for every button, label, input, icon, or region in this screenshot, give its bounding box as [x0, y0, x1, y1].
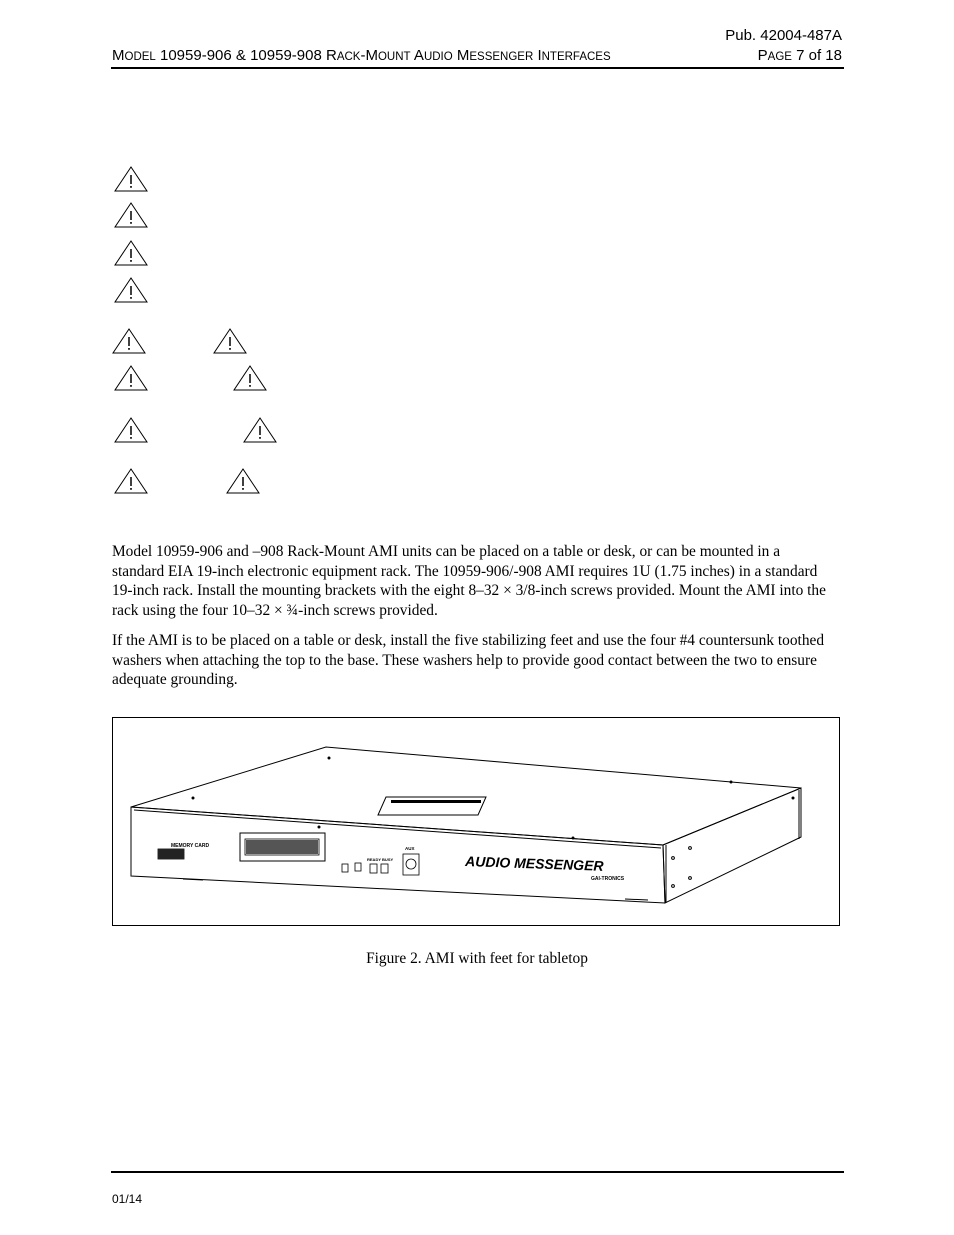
memory-card-label: MEMORY CARD: [171, 843, 210, 849]
mounting-paragraph: Model 10959-906 and –908 Rack-Mount AMI units can be placed on a table or desk, or can be mounted in a standard EIA 19-inch electronic equipment rack. The 10959-906/-908 AMI requires 1U (1.75 inches) in a standard 19-inch rack. Install the mounting brackets with the eight 8–32 × 3/8-inch screws provided. Mount the AMI into the rack using the four 10–32 × ¾-inch screws provided.: [112, 543, 826, 619]
title-seg: ESSENGER: [469, 51, 534, 63]
title-seg: -M: [360, 47, 378, 64]
warning-triangle-icon: [212, 327, 248, 355]
title-seg: NTERFACES: [541, 51, 611, 63]
tabletop-paragraph: If the AMI is to be placed on a table or desk, install the five stabilizing feet and use the four #4 countersunk toothed washers when attaching the top to the base. These washers help to provide good contact between the two to ensure adequate grounding.: [112, 632, 825, 689]
warning-triangle-icon: [242, 416, 278, 444]
warning-triangle-icon: [113, 416, 149, 444]
title-seg: UDIO: [423, 51, 453, 63]
page-seg: P: [757, 47, 768, 64]
title-seg: ACK: [336, 51, 361, 63]
footer-date: 01/14: [112, 1192, 143, 1206]
title-seg: ODEL: [124, 51, 156, 63]
warning-triangle-icon: [113, 467, 149, 495]
title-seg: OUNT: [377, 51, 411, 63]
title-seg: 10959-906 & 10959-908: [155, 47, 326, 64]
title-seg: I: [533, 47, 542, 64]
warning-triangle-icon: [225, 467, 261, 495]
brand-logo: AUDIO MESSENGER: [464, 853, 604, 874]
warning-triangle-icon: [113, 239, 149, 267]
publication-number: Pub. 42004-487A: [725, 27, 842, 44]
warning-triangle-icon: [113, 165, 149, 193]
maker-label: GAI-TRONICS: [591, 876, 625, 882]
aux-label: AUX: [405, 846, 415, 851]
footer-rule: [111, 1171, 844, 1173]
page-seg: AGE: [767, 51, 792, 63]
page-number: [758, 47, 842, 64]
warning-triangle-icon: [113, 276, 149, 304]
title-seg: R: [325, 47, 337, 64]
page-seg: 7 of 18: [791, 47, 842, 64]
title-seg: M: [112, 47, 125, 64]
figure-frame: [112, 717, 840, 926]
ready-busy-label: READY BUSY: [367, 857, 394, 862]
ami-device-illustration: [113, 718, 839, 925]
warning-triangle-icon: [113, 201, 149, 229]
header-rule: [111, 67, 844, 69]
title-seg: A: [410, 47, 424, 64]
title-seg: M: [452, 47, 470, 64]
warning-triangle-icon: [232, 364, 268, 392]
warning-triangle-icon: [113, 364, 149, 392]
figure-caption: Figure 2. AMI with feet for tabletop: [366, 950, 588, 967]
warning-triangle-icon: [111, 327, 147, 355]
document-title: [112, 47, 611, 64]
